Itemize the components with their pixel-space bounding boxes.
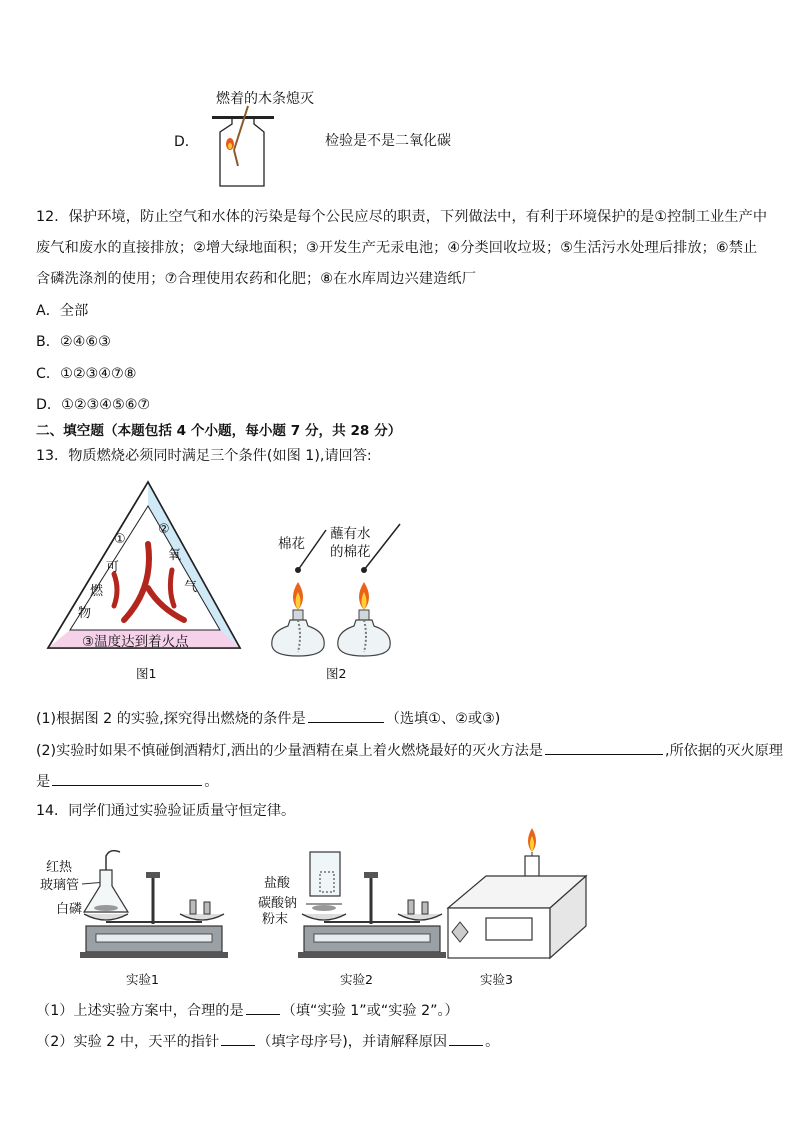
fire-triangle-num-2: ② (158, 522, 170, 537)
cotton-label: 棉花 (278, 536, 305, 552)
check-co2-caption: 检验是不是二氧化碳 (325, 133, 451, 149)
burning-stick-caption: 燃着的木条熄灭 (216, 91, 314, 107)
experiment-1-figure (40, 840, 220, 990)
q14-part-1 (36, 999, 459, 1021)
experiment-2-caption: 实验2 (340, 972, 373, 987)
fire-triangle-figure (44, 478, 244, 681)
option-d-label: D． (174, 134, 199, 150)
q13-part-2-text-b: ,所依据的灭火原理 (664, 743, 783, 759)
experiment-3-figure (446, 822, 596, 992)
q14-stem: 14．同学们通过实验验证质量守恒定律。 (36, 803, 296, 819)
fire-triangle-bottom: ③温度达到着火点 (82, 634, 189, 650)
q14-part-2-blank-1[interactable] (221, 1030, 255, 1046)
q12-line-2: 废气和废水的直接排放；②增大绿地面积；③开发生产无汞电池；④分类回收垃圾；⑤生活污水处理后排放；⑥禁止 (36, 240, 758, 256)
exp1-label-red-hot: 红热 (46, 860, 73, 875)
q12-option-d[interactable]: D．①②③④⑤⑥⑦ (36, 397, 151, 413)
q14-part-1-blank[interactable] (246, 999, 280, 1015)
section-2-title: 二、填空题（本题包括 4 个小题，每小题 7 分，共 28 分） (36, 423, 402, 439)
exp2-label-na2co3: 碳酸钠 (258, 896, 298, 911)
alcohol-lamp-icon (268, 506, 418, 661)
exp1-label-glass-tube: 玻璃管 (40, 878, 80, 893)
q13-part-1-blank[interactable] (308, 707, 384, 723)
q14-part-1-hint: （填“实验 1”或“实验 2”。） (281, 1003, 459, 1019)
q12-line-1: 12．保护环境，防止空气和水体的污染是每个公民应尽的职责，下列做法中，有利于环境保护的是①控制工业生产中 (36, 209, 768, 225)
q13-part-1-text: (1)根据图 2 的实验,探究得出燃烧的条件是 (36, 711, 306, 727)
fire-triangle-icon (44, 478, 244, 653)
figure-1-caption: 图1 (136, 666, 157, 681)
q14-part-2-text-c: 。 (485, 1034, 500, 1050)
gas-bottle-icon (208, 104, 298, 190)
q12-line-3: 含磷洗涤剂的使用；⑦合理使用农药和化肥；⑧在水库周边兴建造纸厂 (36, 271, 476, 287)
q13-part-2 (36, 739, 783, 761)
experiment-3-caption: 实验3 (480, 972, 513, 987)
experiment-2-figure (258, 840, 438, 990)
q14-part-2-text-b: （填字母序号)，并请解释原因 (257, 1034, 448, 1050)
figure-2-caption: 图2 (326, 666, 347, 681)
alcohol-lamps-figure (268, 496, 418, 681)
option-d-figure (170, 86, 470, 196)
q13-part-2-text-c: 是 (36, 774, 51, 790)
q13-part-1-hint: （选填①、②或③) (385, 711, 501, 727)
q13-part-2-text-d: 。 (204, 774, 219, 790)
fire-triangle-right-2: 气 (184, 580, 198, 595)
q13-stem: 13．物质燃烧必须同时满足三个条件(如图 1),请回答: (36, 448, 372, 464)
fire-triangle-num-1: ① (114, 532, 126, 547)
q13-part-2-blank-1[interactable] (545, 739, 663, 755)
q12-option-b[interactable]: B．②④⑥③ (36, 334, 111, 350)
balance-beaker-icon (298, 842, 448, 962)
exp1-label-white-phosphorus: 白磷 (56, 902, 83, 917)
q12-option-a[interactable]: A．全部 (36, 303, 89, 319)
exp2-label-powder: 粉末 (262, 912, 289, 927)
q13-part-2-blank-2[interactable] (52, 770, 202, 786)
balance-flask-icon (80, 842, 230, 962)
fire-triangle-right-1: 氧 (168, 548, 182, 563)
q13-part-2-cont (36, 770, 218, 792)
q13-part-1 (36, 707, 500, 729)
q14-part-2-text: （2）实验 2 中，天平的指针 (36, 1034, 220, 1050)
q14-part-2 (36, 1030, 499, 1052)
q14-part-2-blank-2[interactable] (449, 1030, 483, 1046)
fire-triangle-left-3: 物 (78, 606, 92, 621)
q14-part-1-text: （1）上述实验方案中，合理的是 (36, 1003, 244, 1019)
wet-cotton-label-2: 的棉花 (330, 544, 371, 560)
fire-triangle-left-1: 可 (106, 560, 120, 575)
fire-triangle-left-2: 燃 (90, 584, 104, 599)
exp2-label-hcl: 盐酸 (264, 876, 291, 891)
wet-cotton-label-1: 蘸有水 (330, 526, 371, 542)
electronic-scale-candle-icon (446, 822, 591, 962)
q12-option-c[interactable]: C．①②③④⑦⑧ (36, 366, 137, 382)
experiment-1-caption: 实验1 (126, 972, 159, 987)
q13-part-2-text: (2)实验时如果不慎碰倒酒精灯,洒出的少量酒精在桌上着火燃烧最好的灭火方法是 (36, 743, 543, 759)
